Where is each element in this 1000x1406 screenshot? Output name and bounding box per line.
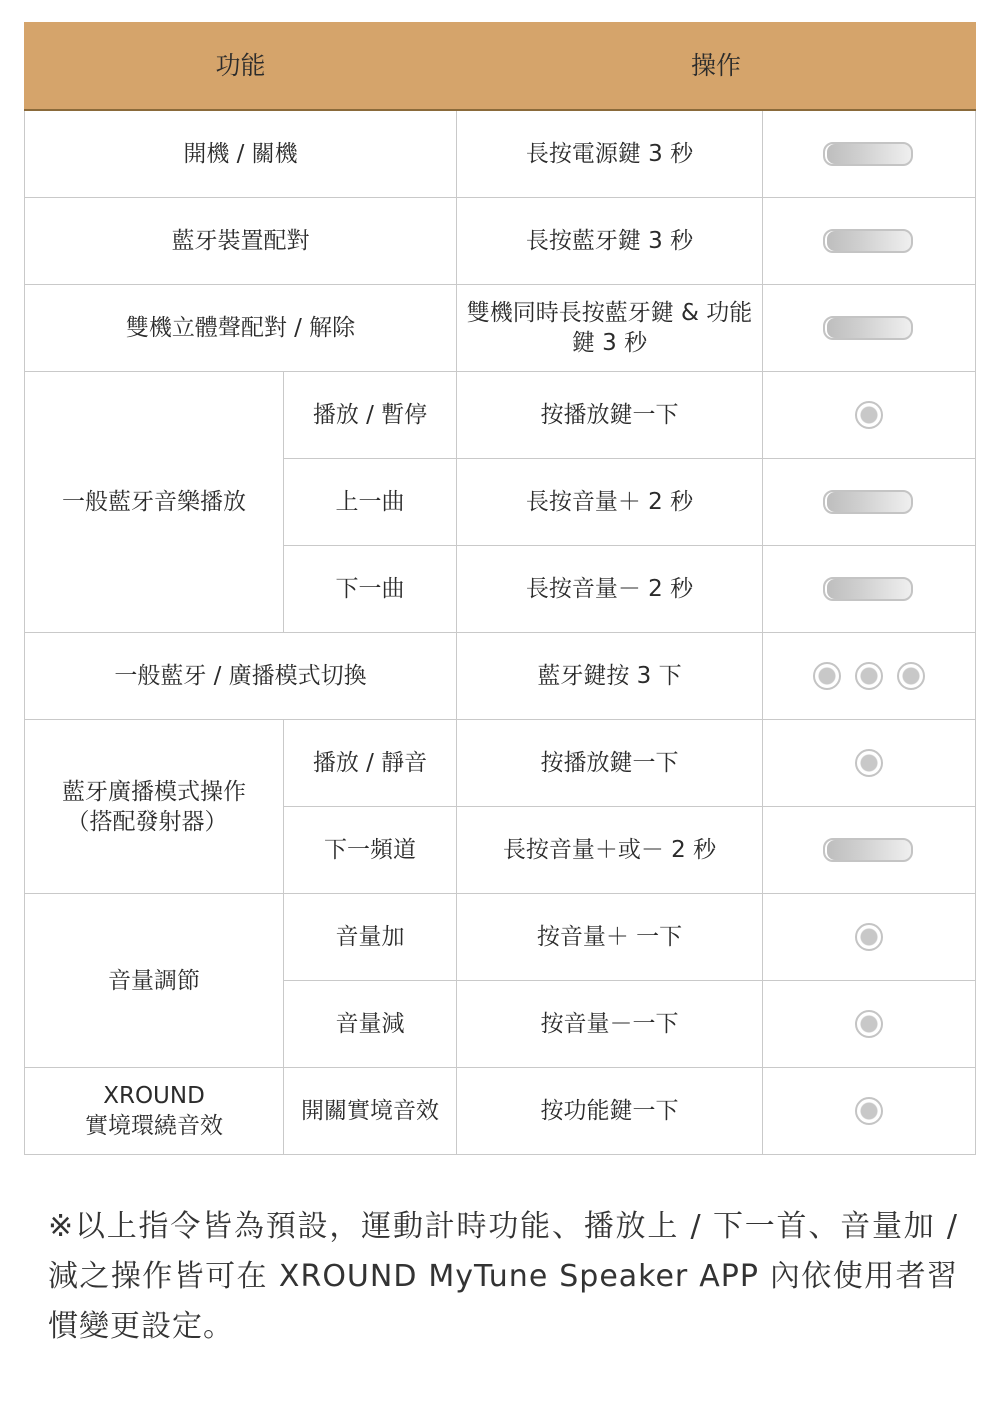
indicator-cell — [763, 285, 976, 372]
group-cell — [25, 1068, 284, 1155]
operation-cell: 長按音量＋或－ 2 秒 — [457, 807, 763, 894]
table-row — [25, 198, 976, 285]
operation-cell: 雙機同時長按藍牙鍵 & 功能鍵 3 秒 — [457, 285, 763, 372]
function-cell: 雙機立體聲配對 / 解除 — [25, 285, 457, 372]
table-row — [25, 894, 976, 981]
operation-cell: 長按電源鍵 3 秒 — [457, 110, 763, 198]
indicator-cell — [763, 546, 976, 633]
short-press-indicator-icon — [855, 1097, 883, 1125]
table-row — [25, 110, 976, 198]
indicator-cell — [763, 633, 976, 720]
function-cell: 音量加 — [284, 894, 457, 981]
long-press-indicator-icon — [823, 229, 913, 253]
long-press-indicator-icon — [823, 142, 913, 166]
controls-table — [24, 22, 976, 1155]
short-press-indicator-icon — [855, 1010, 883, 1038]
indicator-cell — [763, 981, 976, 1068]
group-label-line1: XROUND — [103, 1083, 205, 1109]
group-cell — [25, 720, 284, 894]
operation-cell: 按音量＋ 一下 — [457, 894, 763, 981]
indicator-cell — [763, 1068, 976, 1155]
table-row — [25, 1068, 976, 1155]
group-label-line2: （搭配發射器） — [66, 808, 228, 835]
operation-cell: 按功能鍵一下 — [457, 1068, 763, 1155]
long-press-indicator-icon — [823, 838, 913, 862]
function-cell: 下一曲 — [284, 546, 457, 633]
operation-cell: 按音量－一下 — [457, 981, 763, 1068]
short-press-indicator-icon — [813, 662, 841, 690]
indicator-cell — [763, 459, 976, 546]
group-label-line1: 藍牙廣播模式操作 — [62, 778, 246, 805]
function-cell: 一般藍牙 / 廣播模式切換 — [25, 633, 457, 720]
function-cell: 藍牙裝置配對 — [25, 198, 457, 285]
operation-cell: 按播放鍵一下 — [457, 372, 763, 459]
indicator-cell — [763, 198, 976, 285]
indicator-cell — [763, 110, 976, 198]
short-press-indicator-icon — [855, 401, 883, 429]
group-label-line2: 實境環繞音效 — [85, 1113, 223, 1139]
function-cell: 音量減 — [284, 981, 457, 1068]
short-press-indicator-icon — [897, 662, 925, 690]
function-cell: 播放 / 暫停 — [284, 372, 457, 459]
indicator-cell — [763, 807, 976, 894]
long-press-indicator-icon — [823, 490, 913, 514]
short-press-indicator-icon — [855, 662, 883, 690]
operation-cell: 按播放鍵一下 — [457, 720, 763, 807]
header-function: 功能 — [25, 23, 457, 111]
operation-cell: 長按音量－ 2 秒 — [457, 546, 763, 633]
short-press-indicator-icon — [855, 749, 883, 777]
function-cell: 上一曲 — [284, 459, 457, 546]
indicator-cell — [763, 894, 976, 981]
short-press-indicator-icon — [855, 923, 883, 951]
group-cell: 一般藍牙音樂播放 — [25, 372, 284, 633]
operation-cell: 長按音量＋ 2 秒 — [457, 459, 763, 546]
operation-cell: 藍牙鍵按 3 下 — [457, 633, 763, 720]
function-cell: 開機 / 關機 — [25, 110, 457, 198]
operation-cell: 長按藍牙鍵 3 秒 — [457, 198, 763, 285]
function-cell: 播放 / 靜音 — [284, 720, 457, 807]
long-press-indicator-icon — [823, 577, 913, 601]
long-press-indicator-icon — [823, 316, 913, 340]
header-operation: 操作 — [457, 23, 976, 111]
function-cell: 開關實境音效 — [284, 1068, 457, 1155]
table-row — [25, 633, 976, 720]
table-row — [25, 372, 976, 459]
indicator-cell — [763, 372, 976, 459]
indicator-cell — [763, 720, 976, 807]
table-header — [25, 23, 976, 111]
table-row — [25, 285, 976, 372]
footnote: ※以上指令皆為預設，運動計時功能、播放上 / 下一首、音量加 / 減之操作皆可在 XROUND MyTune Speaker APP 內依使用者習慣變更設定。 — [48, 1209, 958, 1344]
table-row — [25, 720, 976, 807]
group-cell: 音量調節 — [25, 894, 284, 1068]
function-cell: 下一頻道 — [284, 807, 457, 894]
